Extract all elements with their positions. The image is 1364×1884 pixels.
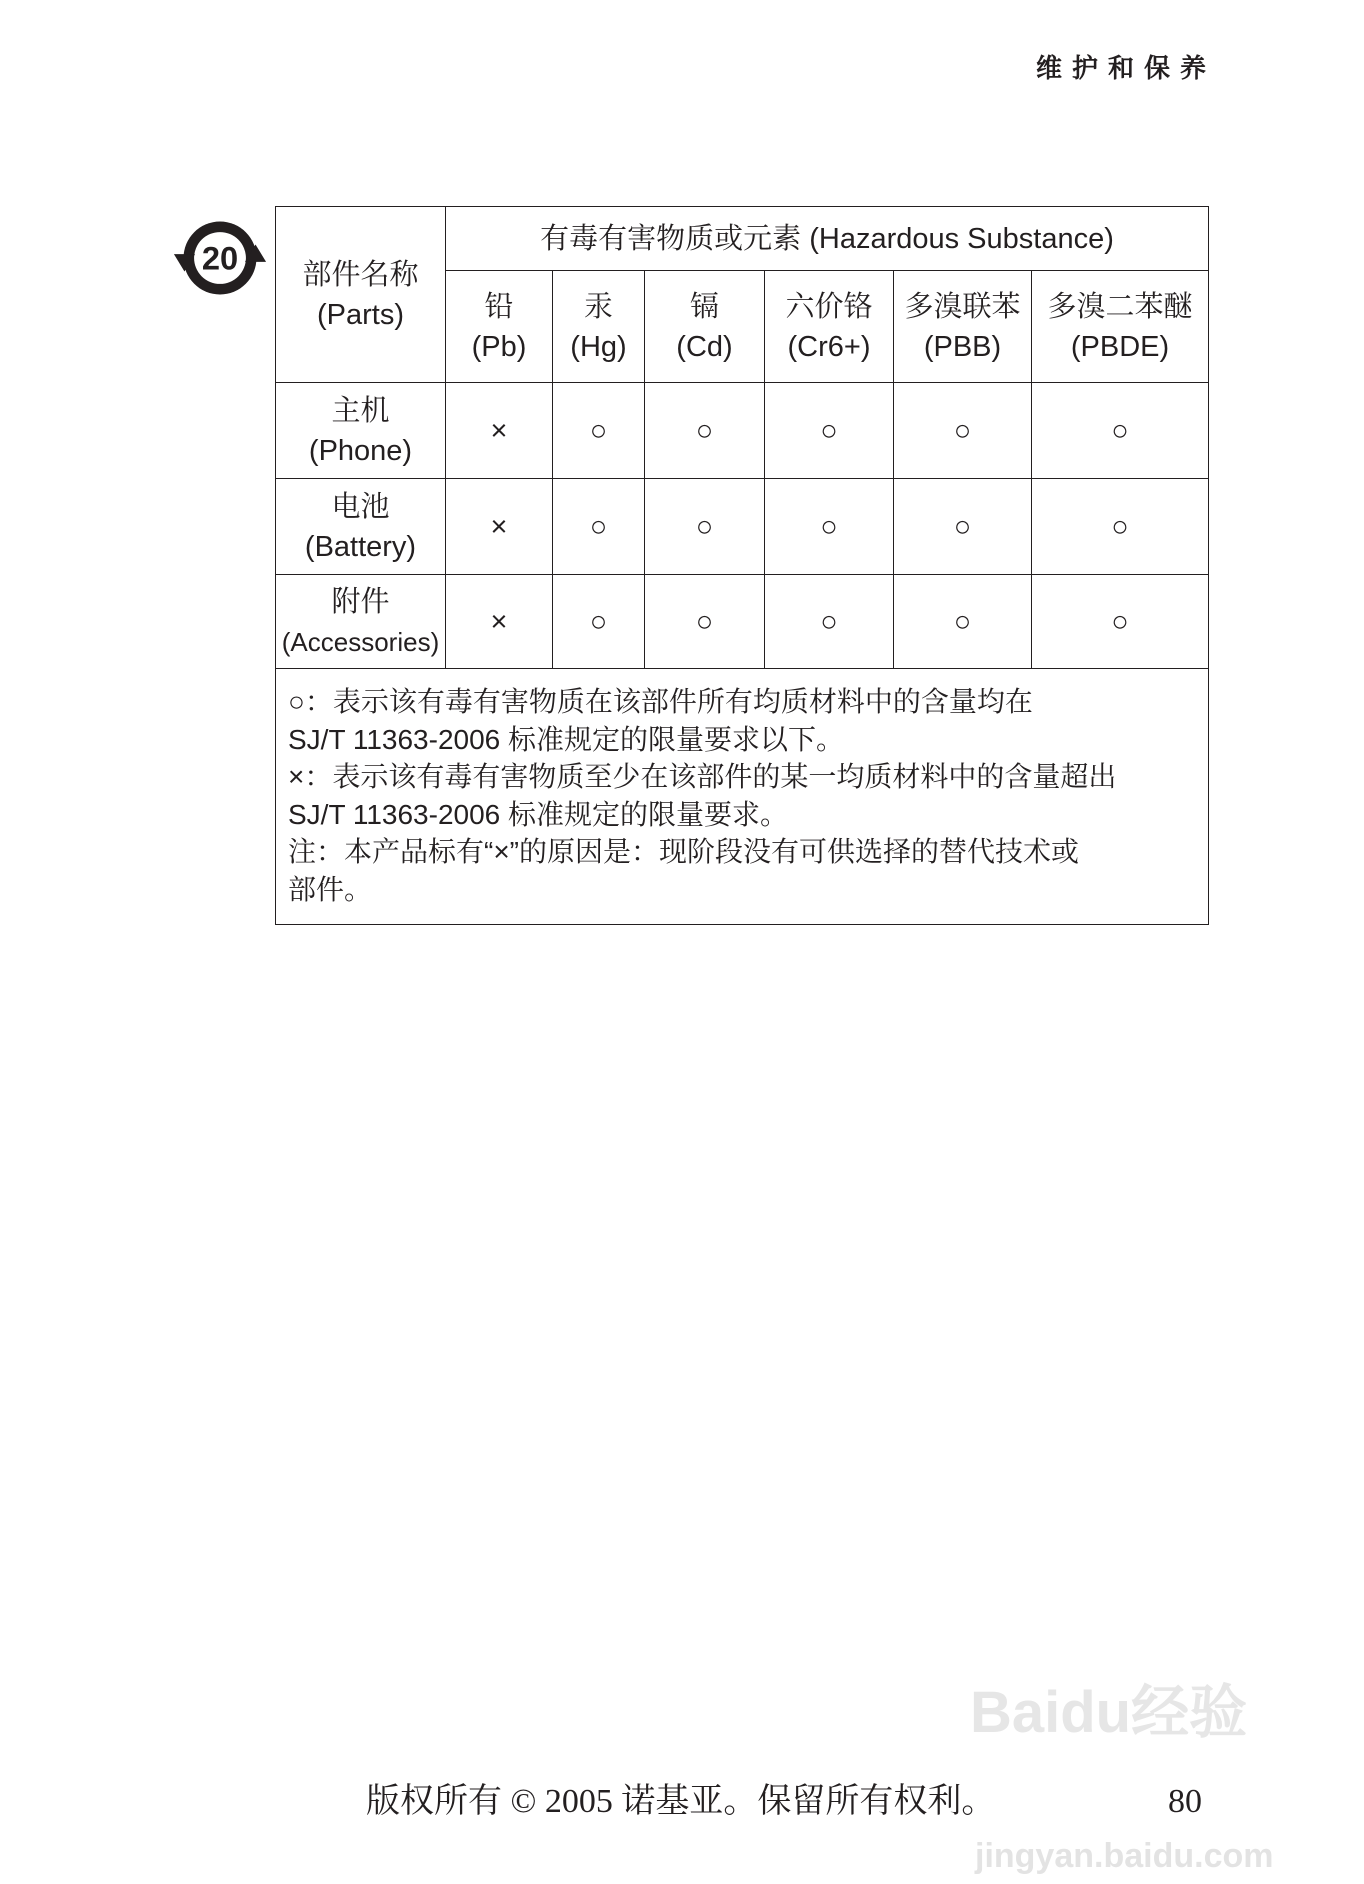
mark-cell: ○ [765, 383, 894, 479]
watermark-brand: Baidu经验 [970, 1680, 1248, 1745]
substance-hg: 汞 (Hg) [553, 271, 645, 383]
mark-cell: ○ [894, 383, 1032, 479]
mark-cell: × [446, 479, 553, 575]
substance-pbb: 多溴联苯 (PBB) [894, 271, 1032, 383]
part-battery: 电池 (Battery) [276, 479, 446, 575]
epup-20-logo [172, 210, 268, 306]
hazardous-substance-table [275, 206, 1209, 925]
part-phone: 主机 (Phone) [276, 383, 446, 479]
mark-cell: ○ [1032, 383, 1209, 479]
substance-header: 有毒有害物质或元素 (Hazardous Substance) [446, 207, 1209, 271]
part-accessories: 附件 (Accessories) [276, 575, 446, 669]
watermark-url: jingyan.baidu.com [975, 1837, 1274, 1875]
note-line: ○：表示该有毒有害物质在该部件所有均质材料中的含量均在 [288, 686, 1033, 717]
mark-cell: ○ [645, 479, 765, 575]
logo-label: 20 [201, 239, 239, 277]
table-row [276, 479, 1209, 575]
page-number: 80 [1168, 1783, 1202, 1820]
mark-cell: ○ [553, 479, 645, 575]
table-notes [276, 669, 1209, 925]
mark-cell: × [446, 383, 553, 479]
substance-pbde: 多溴二苯醚 (PBDE) [1032, 271, 1209, 383]
mark-cell: ○ [894, 479, 1032, 575]
mark-cell: ○ [894, 575, 1032, 669]
substance-pb: 铅 (Pb) [446, 271, 553, 383]
mark-cell: ○ [645, 383, 765, 479]
table-row [276, 575, 1209, 669]
table-row [276, 383, 1209, 479]
mark-cell: ○ [553, 575, 645, 669]
running-head: 维护和保养 [1036, 53, 1217, 83]
copyright-footer: 版权所有 © 2005 诺基亚。保留所有权利。 [366, 1783, 996, 1820]
mark-cell: ○ [553, 383, 645, 479]
mark-cell: ○ [765, 575, 894, 669]
note-line: SJ/T 11363-2006 标准规定的限量要求以下。 [288, 723, 845, 755]
mark-cell: ○ [645, 575, 765, 669]
note-line: SJ/T 11363-2006 标准规定的限量要求。 [288, 798, 789, 830]
note-line: 部件。 [288, 873, 373, 905]
mark-cell: ○ [1032, 479, 1209, 575]
mark-cell: ○ [1032, 575, 1209, 669]
substance-cr6: 六价铬 (Cr6+) [765, 271, 894, 383]
note-line: 注：本产品标有“×”的原因是：现阶段没有可供选择的替代技术或 [288, 836, 1080, 867]
note-line: ×：表示该有毒有害物质至少在该部件的某一均质材料中的含量超出 [288, 761, 1117, 792]
parts-header: 部件名称 (Parts) [276, 207, 446, 383]
mark-cell: ○ [765, 479, 894, 575]
mark-cell: × [446, 575, 553, 669]
substance-cd: 镉 (Cd) [645, 271, 765, 383]
